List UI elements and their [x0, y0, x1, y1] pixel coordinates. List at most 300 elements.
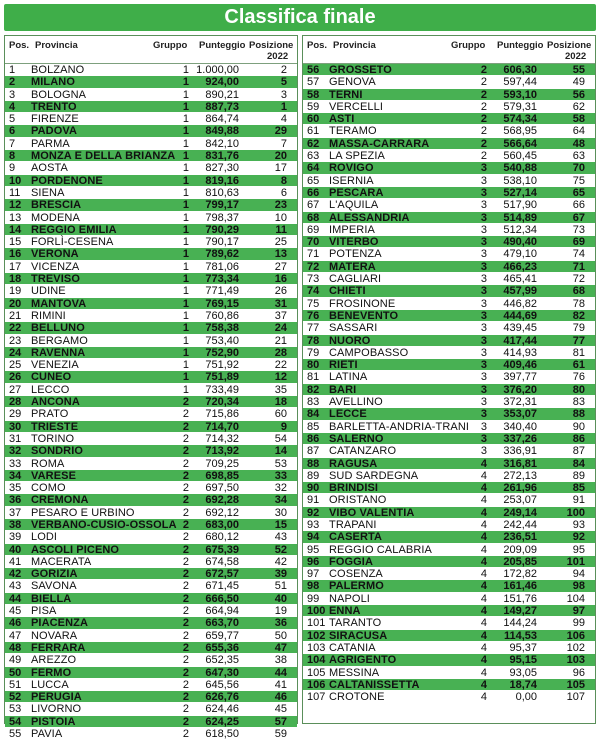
- row-gruppo: 2: [182, 691, 189, 704]
- row-gruppo: 2: [182, 654, 189, 667]
- row-punteggio: 538,10: [503, 174, 537, 187]
- row-gruppo: 3: [480, 371, 487, 384]
- table-row: [303, 408, 595, 420]
- row-position: 7: [9, 137, 16, 150]
- row-provincia: CAGLIARI: [329, 273, 382, 286]
- table-row: [303, 679, 595, 691]
- table-row: [5, 359, 297, 371]
- row-provincia: FERRARA: [31, 641, 86, 654]
- table-row: [303, 150, 595, 162]
- row-punteggio: 465,41: [503, 273, 537, 286]
- row-punteggio: 114,53: [503, 629, 537, 642]
- row-gruppo: 4: [480, 629, 487, 642]
- row-punteggio: 645,56: [205, 678, 239, 691]
- table-body-left: [5, 64, 297, 740]
- table-row: [5, 519, 297, 531]
- row-gruppo: 2: [182, 678, 189, 691]
- row-gruppo: 4: [480, 617, 487, 630]
- row-punteggio: 606,30: [503, 64, 537, 76]
- table-row: [303, 445, 595, 457]
- row-position: 73: [307, 273, 320, 286]
- header-posizione-year: 2022: [565, 51, 587, 62]
- row-gruppo: 1: [182, 162, 189, 175]
- table-row: [5, 187, 297, 199]
- row-position: 11: [9, 186, 21, 199]
- row-gruppo: 2: [182, 432, 189, 445]
- row-punteggio: 144,24: [503, 617, 537, 630]
- row-provincia: TARANTO: [329, 617, 382, 630]
- row-posizione-2022: 6: [280, 186, 287, 199]
- row-position: 18: [9, 273, 22, 286]
- row-posizione-2022: 87: [572, 445, 585, 458]
- table-row: [5, 335, 297, 347]
- row-position: 91: [307, 494, 320, 507]
- row-punteggio: 209,09: [503, 543, 537, 556]
- row-position: 97: [307, 568, 320, 581]
- row-gruppo: 2: [480, 64, 487, 76]
- row-punteggio: 149,27: [503, 605, 537, 618]
- row-provincia: PESCARA: [329, 186, 384, 199]
- row-posizione-2022: 42: [274, 555, 287, 568]
- row-posizione-2022: 32: [274, 482, 287, 495]
- header-punteggio: Punteggio: [199, 40, 246, 51]
- row-provincia: BIELLA: [31, 592, 72, 605]
- row-position: 36: [9, 494, 22, 507]
- row-posizione-2022: 72: [572, 273, 585, 286]
- row-posizione-2022: 98: [572, 580, 585, 593]
- row-punteggio: 692,28: [205, 494, 239, 507]
- row-punteggio: 655,36: [205, 641, 239, 654]
- row-position: 21: [9, 309, 22, 322]
- row-posizione-2022: 67: [572, 211, 585, 224]
- row-gruppo: 2: [182, 703, 189, 716]
- row-provincia: PORDENONE: [31, 174, 103, 187]
- row-position: 31: [9, 432, 22, 445]
- row-gruppo: 2: [480, 125, 487, 138]
- row-gruppo: 1: [182, 223, 189, 236]
- row-gruppo: 2: [182, 543, 189, 556]
- row-position: 98: [307, 580, 320, 593]
- table-row: [5, 396, 297, 408]
- row-provincia: LA SPEZIA: [329, 150, 385, 163]
- row-provincia: PESARO E URBINO: [31, 506, 135, 519]
- row-position: 101: [307, 617, 326, 630]
- row-posizione-2022: 28: [274, 346, 287, 359]
- row-position: 46: [9, 617, 22, 630]
- row-position: 25: [9, 359, 22, 372]
- table-row: [5, 617, 297, 629]
- row-posizione-2022: 10: [274, 211, 287, 224]
- row-position: 74: [307, 285, 320, 298]
- table-row: [303, 101, 595, 113]
- table-row: [5, 199, 297, 211]
- table-row: [303, 580, 595, 592]
- row-posizione-2022: 64: [572, 125, 585, 138]
- row-provincia: BOLZANO: [31, 64, 85, 76]
- header-gruppo: Gruppo: [153, 40, 188, 51]
- row-posizione-2022: 75: [572, 174, 585, 187]
- row-provincia: ROVIGO: [329, 162, 374, 175]
- table-row: [5, 494, 297, 506]
- row-gruppo: 4: [480, 543, 487, 556]
- row-posizione-2022: 37: [274, 309, 287, 322]
- row-provincia: TERAMO: [329, 125, 377, 138]
- row-posizione-2022: 2: [280, 64, 287, 76]
- row-punteggio: 672,57: [205, 568, 239, 581]
- row-gruppo: 1: [182, 199, 189, 212]
- row-punteggio: 659,77: [205, 629, 239, 642]
- row-punteggio: 819,16: [205, 174, 239, 187]
- row-punteggio: 849,88: [205, 125, 239, 138]
- row-posizione-2022: 18: [274, 396, 287, 409]
- row-provincia: CHIETI: [329, 285, 366, 298]
- row-posizione-2022: 57: [274, 715, 287, 728]
- row-punteggio: 781,06: [205, 260, 239, 273]
- row-provincia: BRINDISI: [329, 482, 379, 495]
- row-gruppo: 3: [480, 359, 487, 372]
- table-row: [303, 458, 595, 470]
- row-posizione-2022: 48: [572, 137, 585, 150]
- row-punteggio: 95,37: [509, 641, 537, 654]
- row-gruppo: 3: [480, 199, 487, 212]
- row-gruppo: 4: [480, 654, 487, 667]
- row-posizione-2022: 96: [572, 666, 585, 679]
- row-position: 66: [307, 186, 320, 199]
- table-row: [303, 384, 595, 396]
- row-provincia: VERONA: [31, 248, 79, 261]
- table-row: [303, 482, 595, 494]
- table-row: [5, 76, 297, 88]
- table-row: [5, 113, 297, 125]
- row-position: 100: [307, 605, 326, 618]
- row-punteggio: 242,44: [503, 518, 537, 531]
- row-provincia: ROMA: [31, 457, 65, 470]
- row-punteggio: 560,45: [503, 150, 537, 163]
- row-provincia: MONZA E DELLA BRIANZA: [31, 150, 176, 163]
- row-punteggio: 758,38: [205, 322, 239, 335]
- row-provincia: MILANO: [31, 76, 75, 89]
- ranking-column-right: [302, 35, 596, 724]
- row-gruppo: 1: [182, 174, 189, 187]
- row-gruppo: 4: [480, 605, 487, 618]
- table-row: [303, 322, 595, 334]
- table-row: [5, 212, 297, 224]
- row-position: 56: [307, 64, 320, 76]
- row-punteggio: 697,50: [205, 482, 239, 495]
- header-punteggio: Punteggio: [497, 40, 544, 51]
- table-row: [5, 445, 297, 457]
- row-gruppo: 4: [480, 518, 487, 531]
- table-row: [5, 531, 297, 543]
- table-row: [303, 162, 595, 174]
- table-row: [5, 605, 297, 617]
- row-provincia: SUD SARDEGNA: [329, 469, 419, 482]
- row-provincia: CATANZARO: [329, 445, 397, 458]
- row-provincia: FROSINONE: [329, 297, 396, 310]
- table-row: [5, 248, 297, 260]
- row-punteggio: 205,85: [503, 555, 537, 568]
- row-posizione-2022: 19: [274, 605, 287, 618]
- row-punteggio: 376,20: [503, 383, 537, 396]
- row-position: 38: [9, 518, 22, 531]
- row-position: 48: [9, 641, 22, 654]
- table-row: [5, 138, 297, 150]
- row-provincia: MATERA: [329, 260, 376, 273]
- table-row: [5, 384, 297, 396]
- header-provincia: Provincia: [35, 40, 78, 51]
- row-posizione-2022: 13: [274, 248, 287, 261]
- table-row: [303, 556, 595, 568]
- row-punteggio: 709,25: [205, 457, 239, 470]
- table-row: [303, 617, 595, 629]
- row-gruppo: 3: [480, 223, 487, 236]
- table-row: [303, 433, 595, 445]
- table-row: [303, 494, 595, 506]
- row-punteggio: 652,35: [205, 654, 239, 667]
- row-position: 22: [9, 322, 22, 335]
- row-gruppo: 2: [182, 469, 189, 482]
- row-gruppo: 2: [182, 445, 189, 458]
- row-punteggio: 272,13: [503, 469, 537, 482]
- row-punteggio: 249,14: [503, 506, 537, 519]
- row-provincia: CROTONE: [329, 691, 385, 704]
- table-row: [303, 138, 595, 150]
- row-provincia: GORIZIA: [31, 568, 78, 581]
- row-posizione-2022: 62: [572, 100, 585, 113]
- row-provincia: AVELLINO: [329, 396, 383, 409]
- table-row: [5, 642, 297, 654]
- row-gruppo: 1: [182, 334, 189, 347]
- ranking-column-left: [4, 35, 298, 740]
- row-position: 57: [307, 76, 320, 89]
- row-posizione-2022: 85: [572, 482, 585, 495]
- row-punteggio: 172,82: [503, 568, 537, 581]
- row-posizione-2022: 38: [274, 654, 287, 667]
- table-row: [5, 175, 297, 187]
- table-row: [303, 113, 595, 125]
- row-provincia: ANCONA: [31, 396, 80, 409]
- row-punteggio: 798,37: [205, 211, 239, 224]
- table-row: [5, 679, 297, 691]
- table-row: [303, 691, 595, 703]
- row-position: 35: [9, 482, 22, 495]
- row-provincia: RIETI: [329, 359, 358, 372]
- row-gruppo: 1: [182, 260, 189, 273]
- row-posizione-2022: 20: [274, 150, 287, 163]
- row-provincia: CAMPOBASSO: [329, 346, 409, 359]
- row-gruppo: 1: [182, 88, 189, 101]
- table-row: [5, 458, 297, 470]
- row-posizione-2022: 107: [566, 691, 585, 704]
- row-provincia: BELLUNO: [31, 322, 85, 335]
- row-punteggio: 253,07: [503, 494, 537, 507]
- row-provincia: MODENA: [31, 211, 80, 224]
- table-row: [5, 470, 297, 482]
- row-punteggio: 457,99: [503, 285, 537, 298]
- row-gruppo: 3: [480, 420, 487, 433]
- table-row: [303, 667, 595, 679]
- row-posizione-2022: 25: [274, 236, 287, 249]
- table-row: [303, 64, 595, 76]
- row-provincia: FIRENZE: [31, 113, 79, 126]
- row-gruppo: 1: [182, 125, 189, 138]
- row-punteggio: 864,74: [205, 113, 239, 126]
- row-posizione-2022: 68: [572, 285, 585, 298]
- row-gruppo: 4: [480, 494, 487, 507]
- row-punteggio: 626,76: [205, 691, 239, 704]
- row-punteggio: 647,30: [205, 666, 239, 679]
- row-position: 60: [307, 113, 320, 126]
- row-provincia: MANTOVA: [31, 297, 87, 310]
- row-provincia: NOVARA: [31, 629, 78, 642]
- row-punteggio: 674,58: [205, 555, 239, 568]
- row-posizione-2022: 79: [572, 322, 585, 335]
- row-punteggio: 444,69: [503, 309, 537, 322]
- row-position: 44: [9, 592, 22, 605]
- table-row: [5, 654, 297, 666]
- row-position: 87: [307, 445, 320, 458]
- row-provincia: VIBO VALENTIA: [329, 506, 415, 519]
- row-position: 49: [9, 654, 22, 667]
- row-punteggio: 663,70: [205, 617, 239, 630]
- row-position: 52: [9, 691, 22, 704]
- row-position: 19: [9, 285, 22, 298]
- row-provincia: NUORO: [329, 334, 371, 347]
- row-provincia: CUNEO: [31, 371, 72, 384]
- row-posizione-2022: 34: [274, 494, 287, 507]
- row-punteggio: 790,17: [205, 236, 239, 249]
- row-posizione-2022: 4: [280, 113, 287, 126]
- row-position: 65: [307, 174, 320, 187]
- row-posizione-2022: 36: [274, 617, 287, 630]
- row-punteggio: 593,10: [503, 88, 537, 101]
- header-posizione: Posizione: [249, 40, 294, 51]
- table-row: [5, 347, 297, 359]
- row-position: 64: [307, 162, 320, 175]
- row-punteggio: 624,46: [205, 703, 239, 716]
- row-punteggio: 692,12: [205, 506, 239, 519]
- row-gruppo: 2: [182, 482, 189, 495]
- row-provincia: CATANIA: [329, 641, 376, 654]
- row-position: 79: [307, 346, 320, 359]
- table-row: [303, 642, 595, 654]
- row-punteggio: 760,86: [205, 309, 239, 322]
- row-posizione-2022: 61: [572, 359, 585, 372]
- table-row: [5, 371, 297, 383]
- table-row: [303, 593, 595, 605]
- row-punteggio: 715,86: [205, 408, 239, 421]
- row-punteggio: 337,26: [503, 432, 537, 445]
- row-provincia: PISTOIA: [31, 715, 76, 728]
- row-provincia: PARMA: [31, 137, 70, 150]
- row-posizione-2022: 39: [274, 568, 287, 581]
- table-row: [5, 482, 297, 494]
- row-position: 102: [307, 629, 326, 642]
- row-gruppo: 3: [480, 322, 487, 335]
- row-position: 42: [9, 568, 22, 581]
- row-posizione-2022: 45: [274, 703, 287, 716]
- row-provincia: ENNA: [329, 605, 361, 618]
- row-position: 82: [307, 383, 320, 396]
- row-gruppo: 1: [182, 297, 189, 310]
- row-punteggio: 733,49: [205, 383, 239, 396]
- row-punteggio: 680,12: [205, 531, 239, 544]
- row-posizione-2022: 83: [572, 396, 585, 409]
- row-position: 14: [9, 223, 22, 236]
- row-posizione-2022: 41: [274, 678, 287, 691]
- row-gruppo: 2: [182, 506, 189, 519]
- row-punteggio: 664,94: [205, 605, 239, 618]
- row-punteggio: 372,31: [503, 396, 537, 409]
- row-posizione-2022: 40: [274, 592, 287, 605]
- row-gruppo: 2: [182, 641, 189, 654]
- row-posizione-2022: 104: [566, 592, 585, 605]
- row-gruppo: 1: [182, 64, 189, 76]
- row-punteggio: 439,45: [503, 322, 537, 335]
- row-posizione-2022: 102: [566, 641, 585, 654]
- table-row: [5, 125, 297, 137]
- table-row: [5, 728, 297, 740]
- table-row: [303, 248, 595, 260]
- table-row: [303, 199, 595, 211]
- row-position: 63: [307, 150, 320, 163]
- row-position: 28: [9, 396, 22, 409]
- row-provincia: GROSSETO: [329, 64, 392, 76]
- table-row: [5, 64, 297, 76]
- row-provincia: SIRACUSA: [329, 629, 388, 642]
- row-provincia: MESSINA: [329, 666, 380, 679]
- row-posizione-2022: 59: [274, 728, 287, 740]
- table-row: [5, 261, 297, 273]
- row-punteggio: 397,77: [503, 371, 537, 384]
- row-gruppo: 1: [182, 236, 189, 249]
- row-position: 27: [9, 383, 22, 396]
- row-position: 43: [9, 580, 22, 593]
- row-gruppo: 4: [480, 678, 487, 691]
- row-gruppo: 4: [480, 592, 487, 605]
- row-posizione-2022: 92: [572, 531, 585, 544]
- table-header: [303, 36, 595, 64]
- row-posizione-2022: 56: [572, 88, 585, 101]
- row-punteggio: 810,63: [205, 186, 239, 199]
- row-gruppo: 3: [480, 248, 487, 261]
- row-position: 58: [307, 88, 320, 101]
- row-posizione-2022: 81: [572, 346, 585, 359]
- row-posizione-2022: 77: [572, 334, 585, 347]
- table-row: [5, 568, 297, 580]
- row-position: 32: [9, 445, 22, 458]
- row-position: 39: [9, 531, 22, 544]
- row-position: 89: [307, 469, 320, 482]
- row-position: 105: [307, 666, 326, 679]
- row-position: 17: [9, 260, 22, 273]
- row-gruppo: 4: [480, 555, 487, 568]
- row-position: 8: [9, 150, 16, 163]
- row-provincia: RAVENNA: [31, 346, 86, 359]
- row-position: 40: [9, 543, 22, 556]
- row-position: 80: [307, 359, 320, 372]
- row-provincia: VARESE: [31, 469, 77, 482]
- row-gruppo: 2: [182, 629, 189, 642]
- row-posizione-2022: 76: [572, 371, 585, 384]
- row-position: 68: [307, 211, 320, 224]
- row-gruppo: 2: [182, 592, 189, 605]
- row-gruppo: 1: [182, 371, 189, 384]
- table-row: [303, 544, 595, 556]
- table-row: [303, 359, 595, 371]
- header-posizione: Posizione: [547, 40, 592, 51]
- table-row: [5, 285, 297, 297]
